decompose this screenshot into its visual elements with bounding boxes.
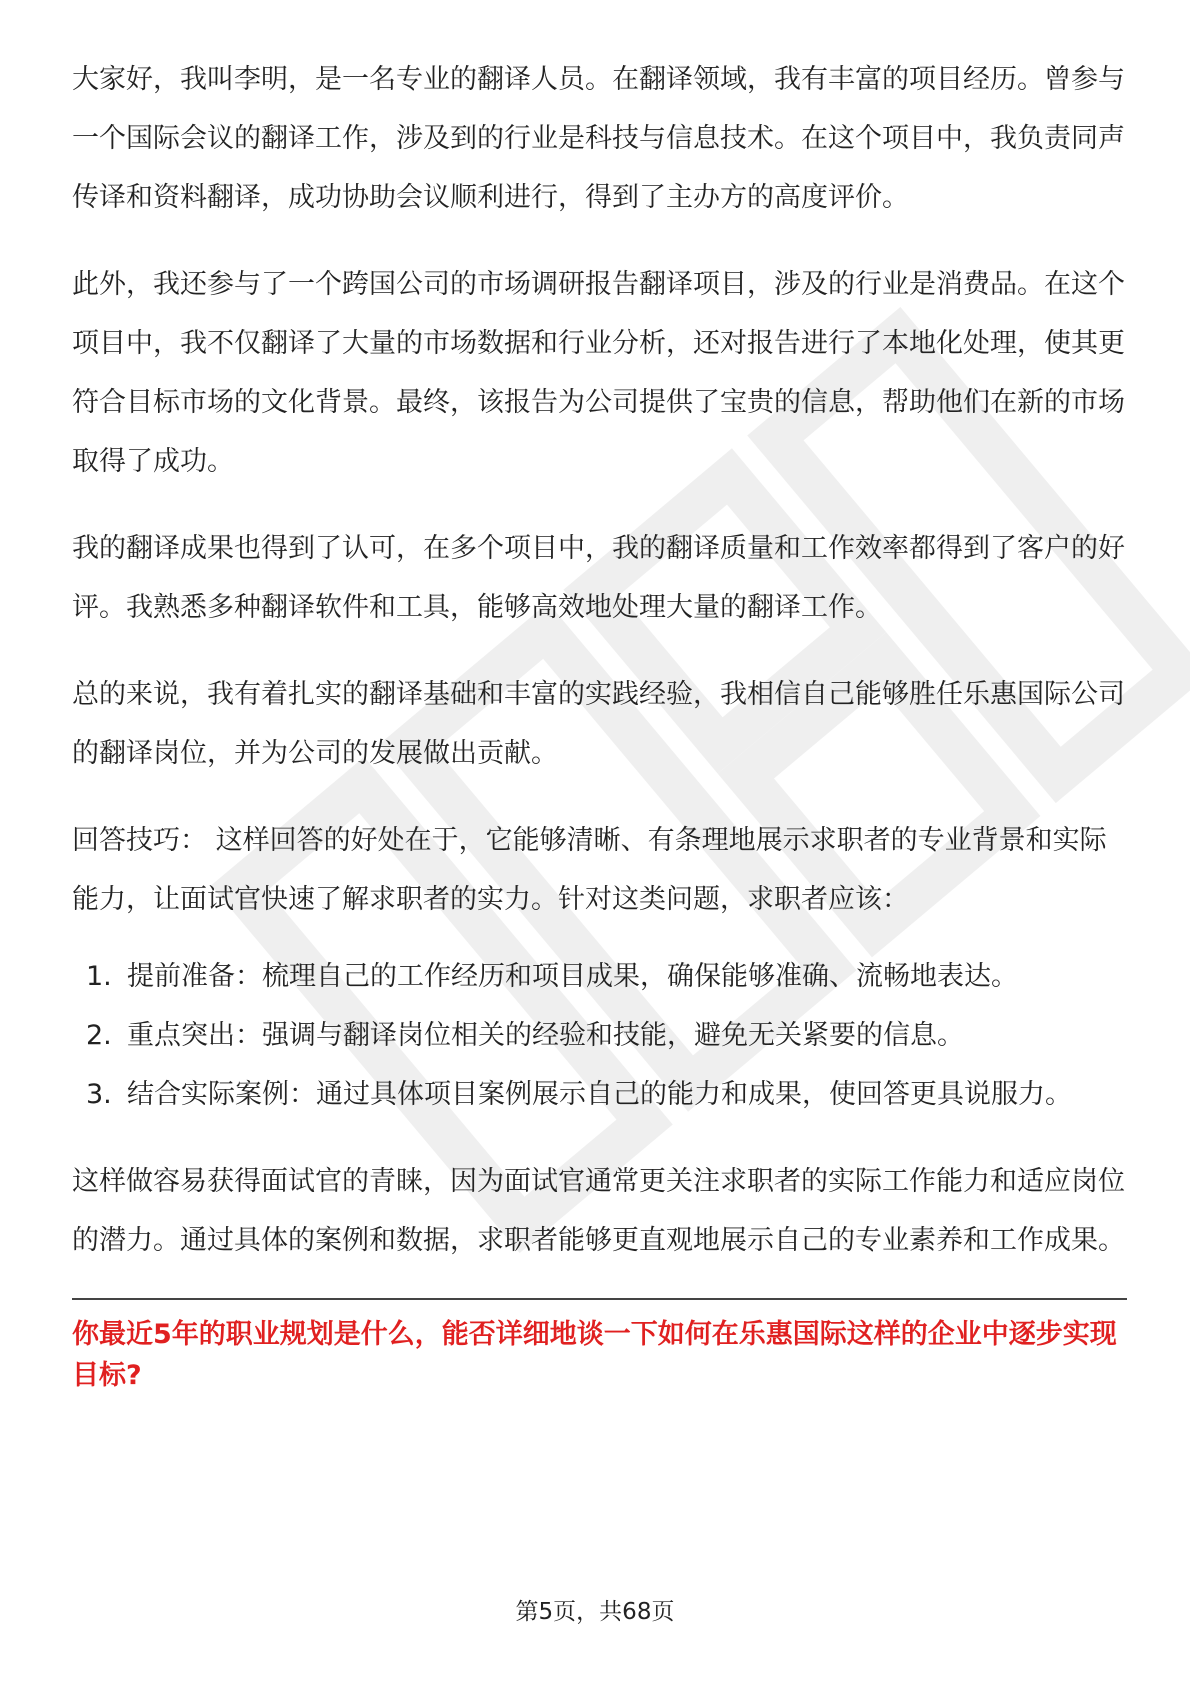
list-item-number: 2.: [86, 1020, 112, 1051]
document-body: [72, 50, 1127, 1396]
tips-list: [72, 947, 1127, 1124]
answer-paragraph-3: 我的翻译成果也得到了认可，在多个项目中，我的翻译质量和工作效率都得到了客户的好评。我熟悉多种翻译软件和工具，能够高效地处理大量的翻译工作。: [72, 533, 1125, 623]
list-item-number: 1.: [86, 961, 112, 992]
answer-paragraph-1: 大家好，我叫李明，是一名专业的翻译人员。在翻译领域，我有丰富的项目经历。曾参与一个国际会议的翻译工作，涉及到的行业是科技与信息技术。在这个项目中，我负责同声传译和资料翻译，成功协助会议顺利进行，得到了主办方的高度评价。: [72, 64, 1125, 213]
section-divider: [72, 1298, 1127, 1300]
list-item-text: 结合实际案例：通过具体项目案例展示自己的能力和成果，使回答更具说服力。: [127, 1079, 1072, 1110]
page-footer: 第5页，共68页: [515, 1599, 675, 1625]
answer-paragraph-4: 总的来说，我有着扎实的翻译基础和丰富的实践经验，我相信自己能够胜任乐惠国际公司的翻译岗位，并为公司的发展做出贡献。: [72, 679, 1125, 769]
closing-paragraph: 这样做容易获得面试官的青睐，因为面试官通常更关注求职者的实际工作能力和适应岗位的潜力。通过具体的案例和数据，求职者能够更直观地展示自己的专业素养和工作成果。: [72, 1166, 1125, 1256]
list-item-text: 提前准备：梳理自己的工作经历和项目成果，确保能够准确、流畅地表达。: [127, 961, 1018, 992]
list-item: [72, 1006, 1127, 1065]
next-question-heading: 你最近5年的职业规划是什么，能否详细地谈一下如何在乐惠国际这样的企业中逐步实现目标?: [72, 1319, 1117, 1391]
answer-tips-intro: 回答技巧： 这样回答的好处在于，它能够清晰、有条理地展示求职者的专业背景和实际能力，让面试官快速了解求职者的实力。针对这类问题，求职者应该：: [72, 825, 1107, 915]
answer-paragraph-2: 此外，我还参与了一个跨国公司的市场调研报告翻译项目，涉及的行业是消费品。在这个项目中，我不仅翻译了大量的市场数据和行业分析，还对报告进行了本地化处理，使其更符合目标市场的文化背景。最终，该报告为公司提供了宝贵的信息，帮助他们在新的市场取得了成功。: [72, 269, 1125, 477]
list-item: [72, 1065, 1127, 1124]
list-item-text: 重点突出：强调与翻译岗位相关的经验和技能，避免无关紧要的信息。: [127, 1020, 964, 1051]
list-item: [72, 947, 1127, 1006]
list-item-number: 3.: [86, 1079, 112, 1110]
